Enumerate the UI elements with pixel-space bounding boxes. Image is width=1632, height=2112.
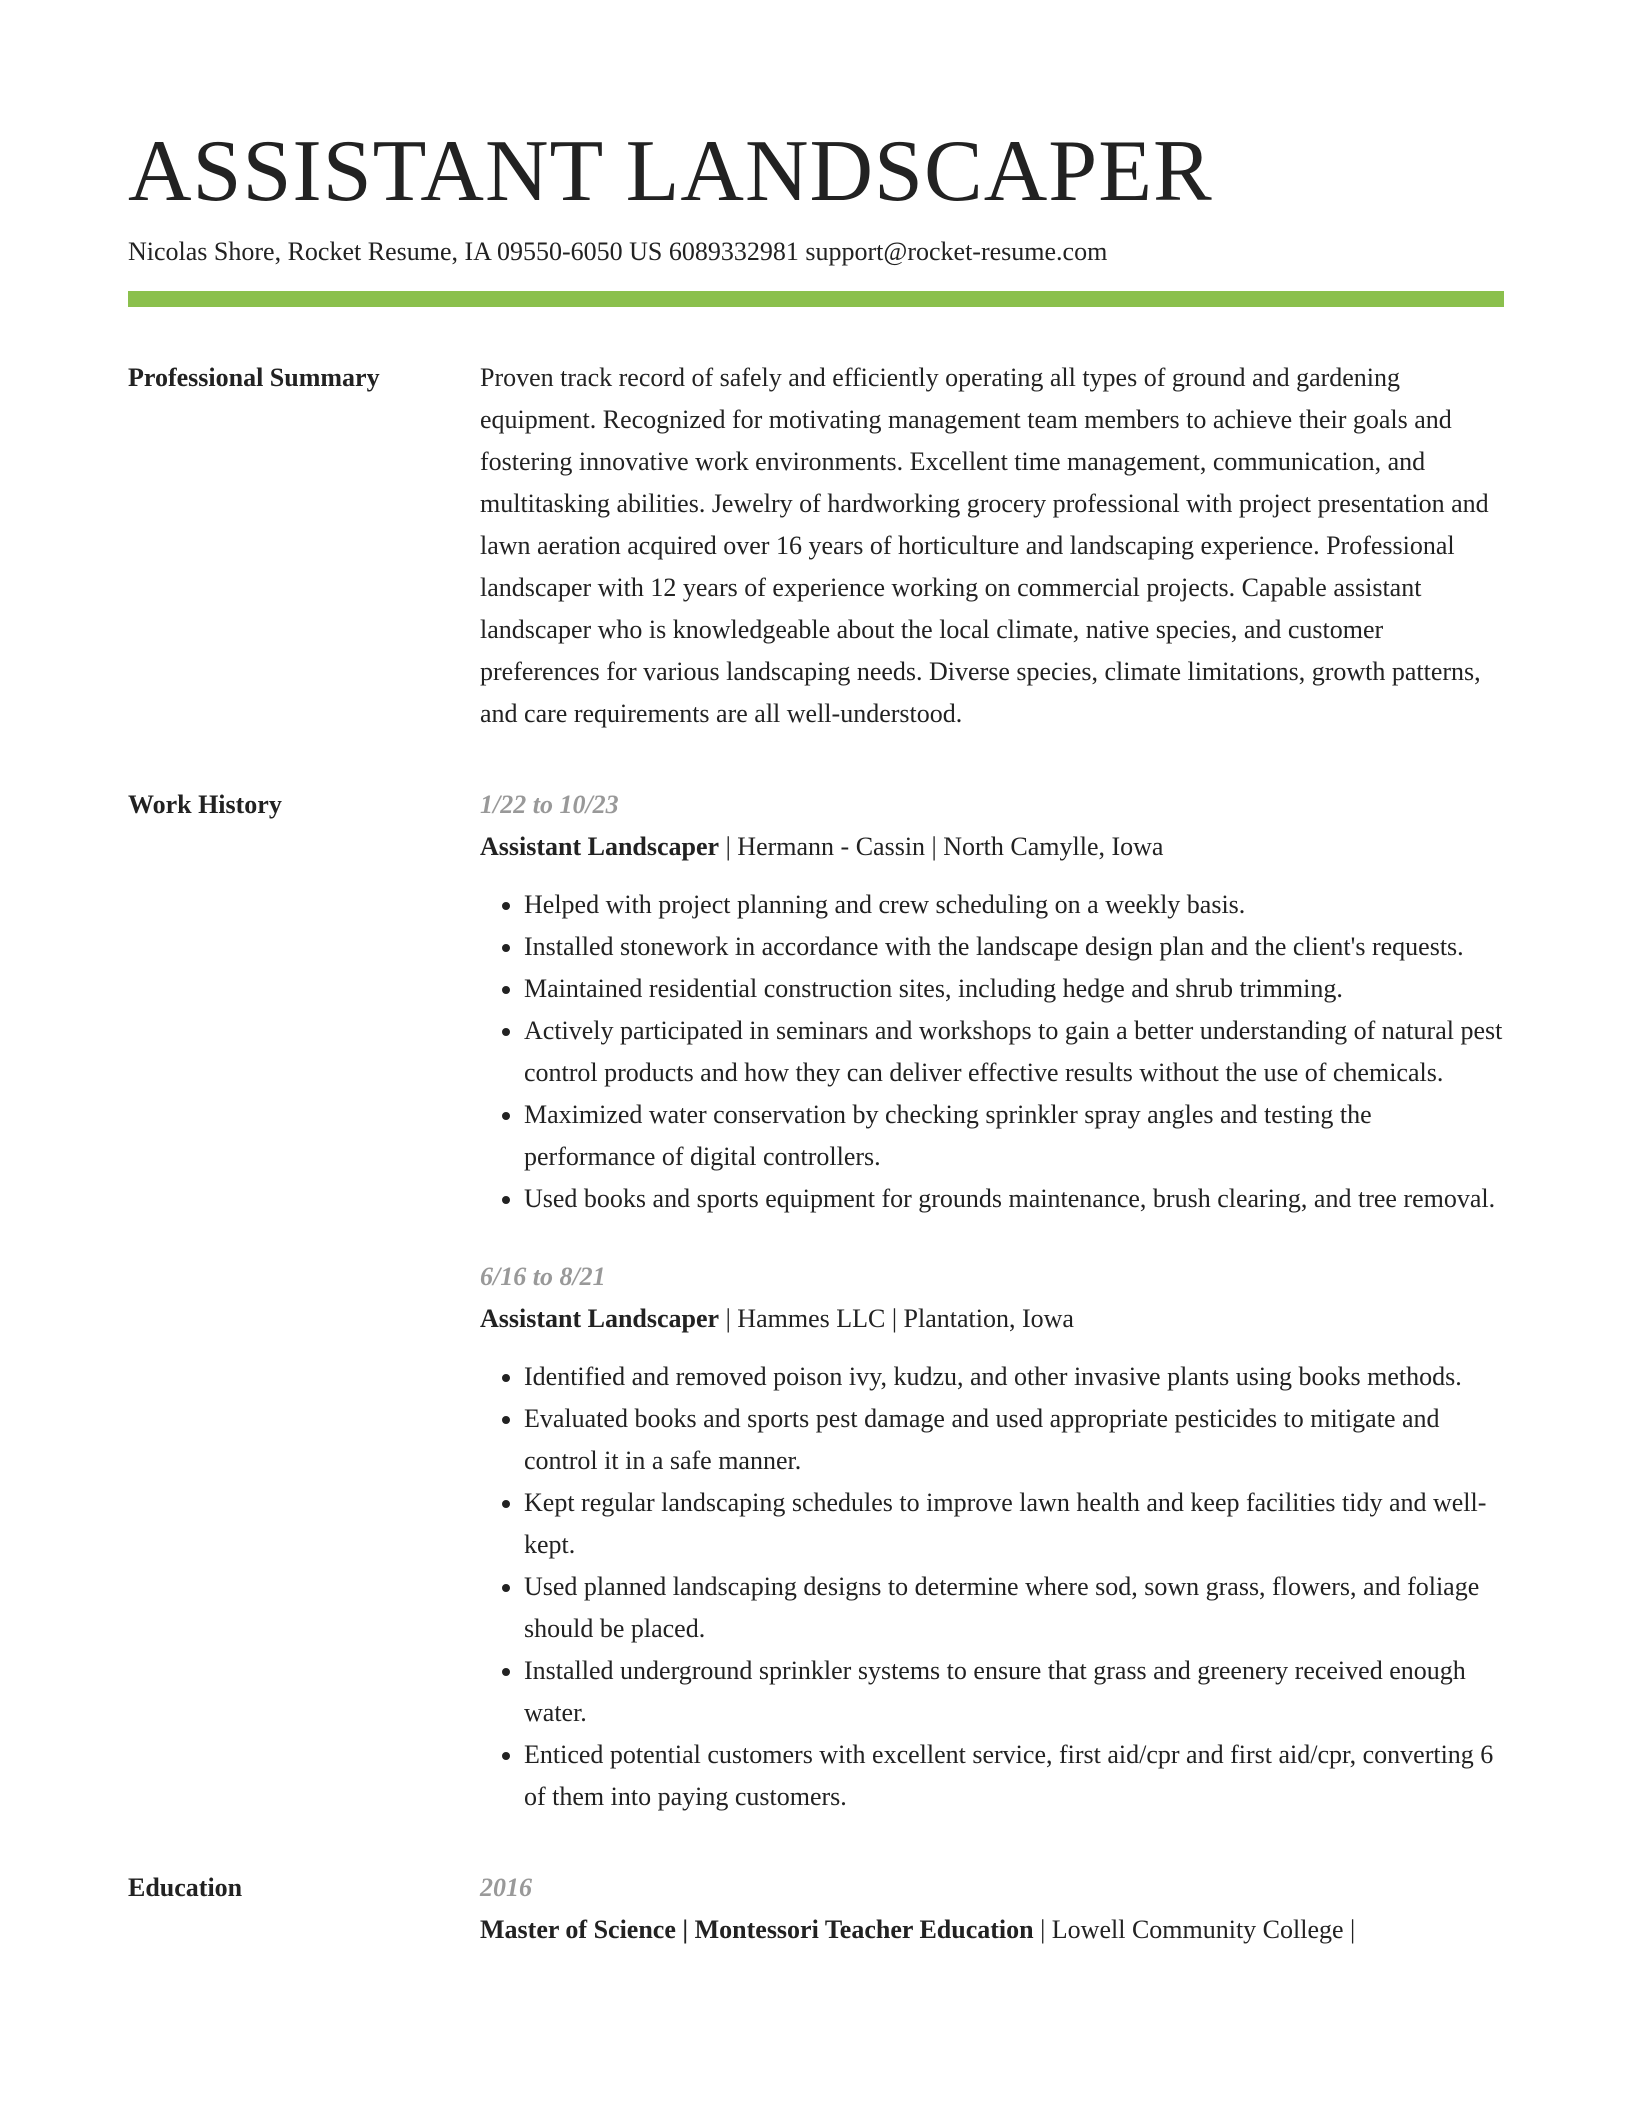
job-entry: [480, 784, 1504, 1220]
education-heading: Education: [128, 1873, 243, 1902]
work-history-heading: Work History: [128, 790, 282, 819]
contact-line: Nicolas Shore, Rocket Resume, IA 09550-6050 US 6089332981 support@rocket-resume.com: [128, 237, 1108, 266]
job-employer-location: | Hermann - Cassin | North Camylle, Iowa: [719, 832, 1164, 861]
jobs-list: [480, 784, 1504, 1818]
duty-item: • Identified and removed poison ivy, kudzu, and other invasive plants using books methods.: [524, 1356, 1504, 1398]
job-title: Assistant Landscaper: [480, 832, 720, 861]
degree-title: Master of Science | Montessori Teacher Education: [480, 1915, 1034, 1944]
summary-heading: Professional Summary: [128, 363, 380, 392]
work-history-section: [128, 784, 1504, 1818]
job-dates: 6/16 to 8/21: [480, 1262, 606, 1291]
summary-section: [128, 357, 1504, 735]
school-details: | Lowell Community College |: [1033, 1915, 1356, 1944]
duty-item: • Maintained residential construction sites, including hedge and shrub trimming.: [524, 968, 1504, 1010]
duty-item: • Installed stonework in accordance with the landscape design plan and the client's requests.: [524, 926, 1504, 968]
resume-page: [128, 118, 1504, 1951]
candidate-name: ASSISTANT LANDSCAPER: [128, 123, 1213, 220]
job-title: Assistant Landscaper: [480, 1304, 720, 1333]
job-employer-location: | Hammes LLC | Plantation, Iowa: [719, 1304, 1074, 1333]
duty-item: • Enticed potential customers with excellent service, first aid/cpr and first aid/cpr, converting 6 of them into paying customers.: [524, 1734, 1504, 1818]
job-title-line: [480, 826, 1504, 868]
duties-list: [480, 884, 1504, 1220]
duties-list: [480, 1356, 1504, 1818]
education-section: [128, 1867, 1504, 1951]
education-entry: [480, 1909, 1504, 1951]
duty-item: • Helped with project planning and crew scheduling on a weekly basis.: [524, 884, 1504, 926]
duty-item: • Used planned landscaping designs to determine where sod, sown grass, flowers, and foliage should be placed.: [524, 1566, 1504, 1650]
duty-item: • Used books and sports equipment for grounds maintenance, brush clearing, and tree removal.: [524, 1178, 1504, 1220]
duty-item: • Actively participated in seminars and workshops to gain a better understanding of natural pest control products and how they can deliver effective results without the use of chemicals.: [524, 1010, 1504, 1094]
duty-item: • Evaluated books and sports pest damage and used appropriate pesticides to mitigate and control it in a safe manner.: [524, 1398, 1504, 1482]
education-year: 2016: [480, 1873, 532, 1902]
job-entry: [480, 1256, 1504, 1818]
job-dates: 1/22 to 10/23: [480, 790, 619, 819]
summary-text: Proven track record of safely and efficiently operating all types of ground and gardening equipment. Recognized for motivating management team members to achieve their goals and fostering innovative work environments. Excellent time management, communication, and multitasking abilities. Jewelry of hardworking grocery professional with project presentation and lawn aeration acquired over 16 years of horticulture and landscaping experience. Professional landscaper with 12 years of experience working on commercial projects. Capable assistant landscaper who is knowledgeable about the local climate, native species, and customer preferences for various landscaping needs. Diverse species, climate limitations, growth patterns, and care requirements are all well-understood.: [480, 363, 1489, 728]
duty-item: • Maximized water conservation by checking sprinkler spray angles and testing the performance of digital controllers.: [524, 1094, 1504, 1178]
job-title-line: [480, 1298, 1504, 1340]
duty-item: • Kept regular landscaping schedules to improve lawn health and keep facilities tidy and well-kept.: [524, 1482, 1504, 1566]
accent-divider: [128, 291, 1504, 307]
duty-item: • Installed underground sprinkler systems to ensure that grass and greenery received enough water.: [524, 1650, 1504, 1734]
